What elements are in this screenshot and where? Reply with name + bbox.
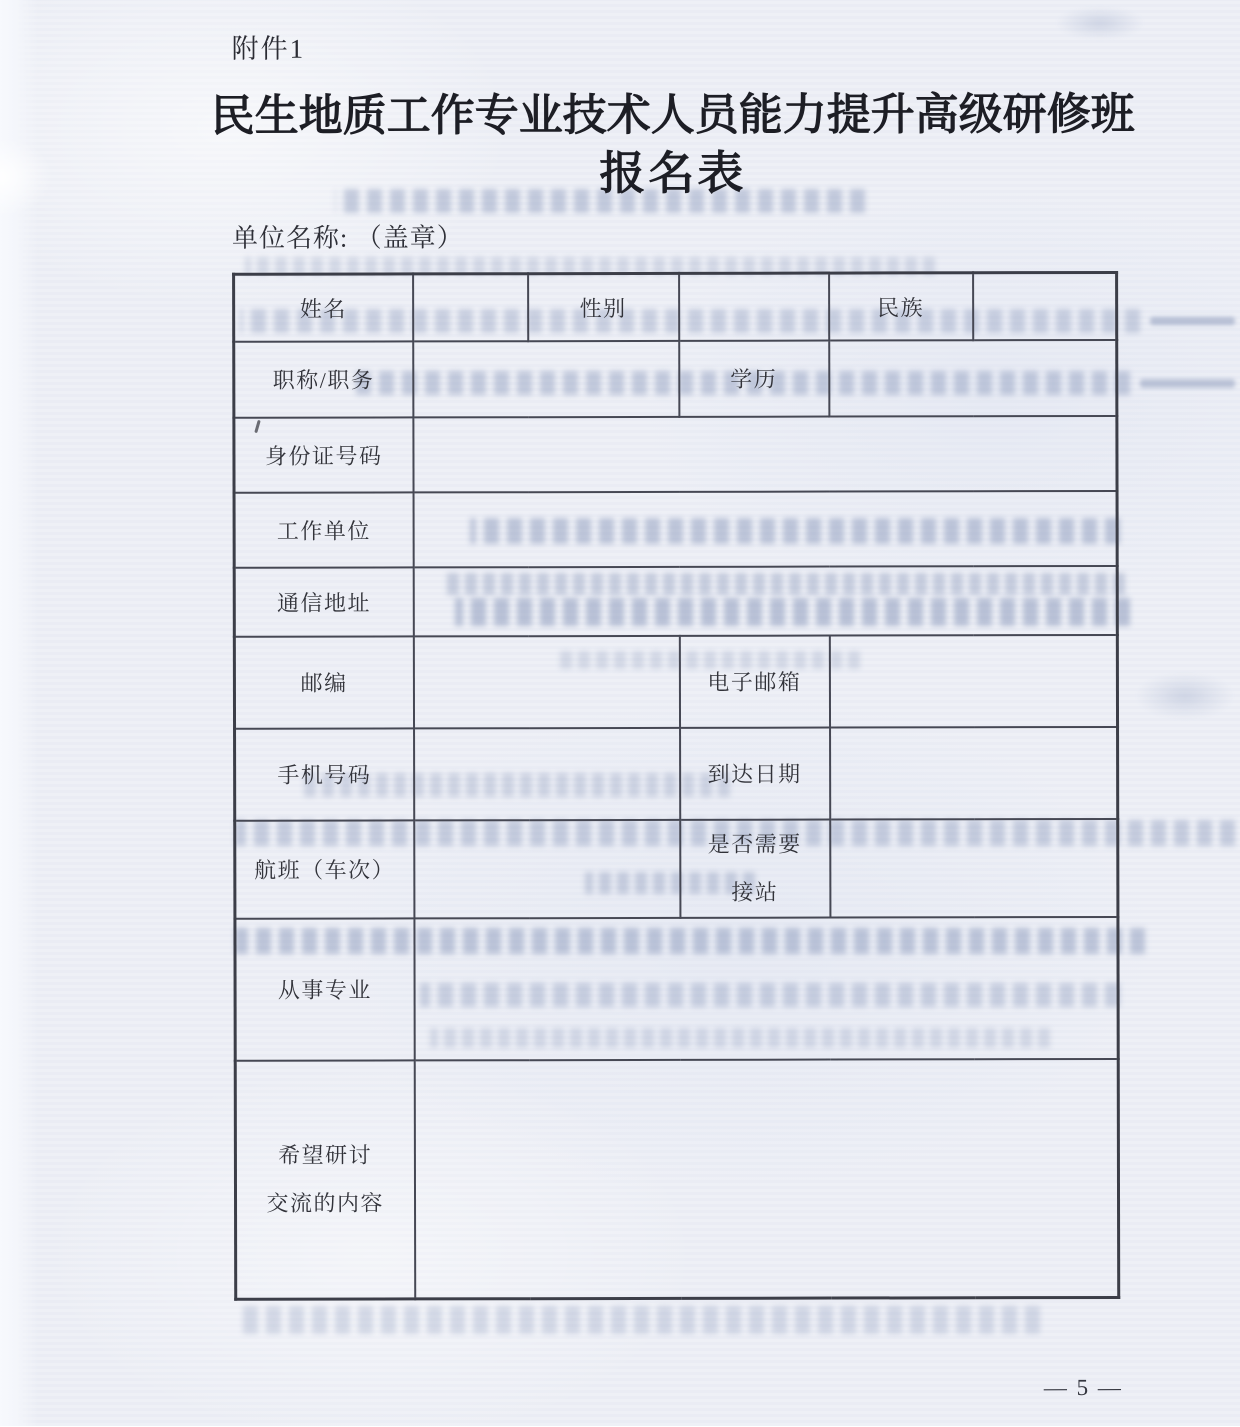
table-row	[234, 272, 1117, 341]
topics-label-line2: 交流的内容	[266, 1190, 385, 1216]
arrival-date-value-cell	[830, 726, 1118, 819]
table-row	[235, 1058, 1118, 1299]
table-row	[235, 916, 1118, 1060]
table-row	[234, 415, 1117, 492]
title-position-value-cell	[413, 340, 679, 417]
id-number-value-cell	[413, 415, 1117, 491]
page-number: — 5 —	[1043, 1374, 1123, 1401]
profession-value-cell	[414, 916, 1118, 1059]
gender-value-cell	[679, 273, 829, 340]
pickup-label-line2: 接站	[731, 879, 779, 905]
ethnicity-value-cell	[973, 272, 1117, 339]
work-unit-label: 工作单位	[234, 492, 413, 567]
postal-code-value-cell	[413, 635, 679, 728]
pickup-label-line1: 是否需要	[707, 831, 802, 857]
table-row	[235, 818, 1118, 918]
name-label: 姓名	[234, 274, 413, 341]
document-title-line2: 报名表	[599, 147, 747, 200]
arrival-date-label: 到达日期	[680, 727, 830, 819]
table-row	[234, 490, 1117, 567]
flight-train-value-cell	[414, 819, 680, 918]
topics-label	[235, 1060, 415, 1299]
mailing-address-value-cell	[413, 565, 1117, 635]
unit-name-label: 单位名称: （盖章）	[231, 223, 464, 253]
flight-train-label: 航班（车次）	[235, 820, 414, 918]
education-label: 学历	[679, 340, 829, 416]
email-value-cell	[829, 634, 1117, 727]
ethnicity-label: 民族	[829, 273, 973, 340]
education-value-cell	[829, 339, 1117, 416]
postal-code-label: 邮编	[234, 636, 413, 728]
table-row	[234, 634, 1117, 728]
table-row	[234, 339, 1117, 417]
work-unit-value-cell	[413, 490, 1117, 566]
document-title-line1: 民生地质工作专业技术人员能力提升高级研修班	[210, 89, 1135, 141]
name-value-cell	[413, 274, 528, 341]
topics-label-line1: 希望研讨	[278, 1142, 373, 1168]
id-number-label: 身份证号码	[234, 417, 413, 492]
title-position-label: 职称/职务	[234, 341, 413, 417]
table-row	[235, 726, 1118, 820]
mailing-address-label: 通信地址	[234, 567, 413, 636]
pickup-value-cell	[830, 818, 1118, 917]
pickup-label	[680, 819, 830, 917]
email-label: 电子邮箱	[679, 635, 829, 727]
gender-label: 性别	[528, 273, 679, 340]
registration-form-table	[232, 271, 1120, 1301]
table-row	[234, 565, 1117, 636]
topics-value-cell	[414, 1058, 1118, 1298]
attachment-label: 附件1	[231, 33, 306, 64]
mobile-value-cell	[414, 727, 680, 820]
mobile-label: 手机号码	[235, 728, 414, 820]
profession-label: 从事专业	[235, 918, 414, 1060]
